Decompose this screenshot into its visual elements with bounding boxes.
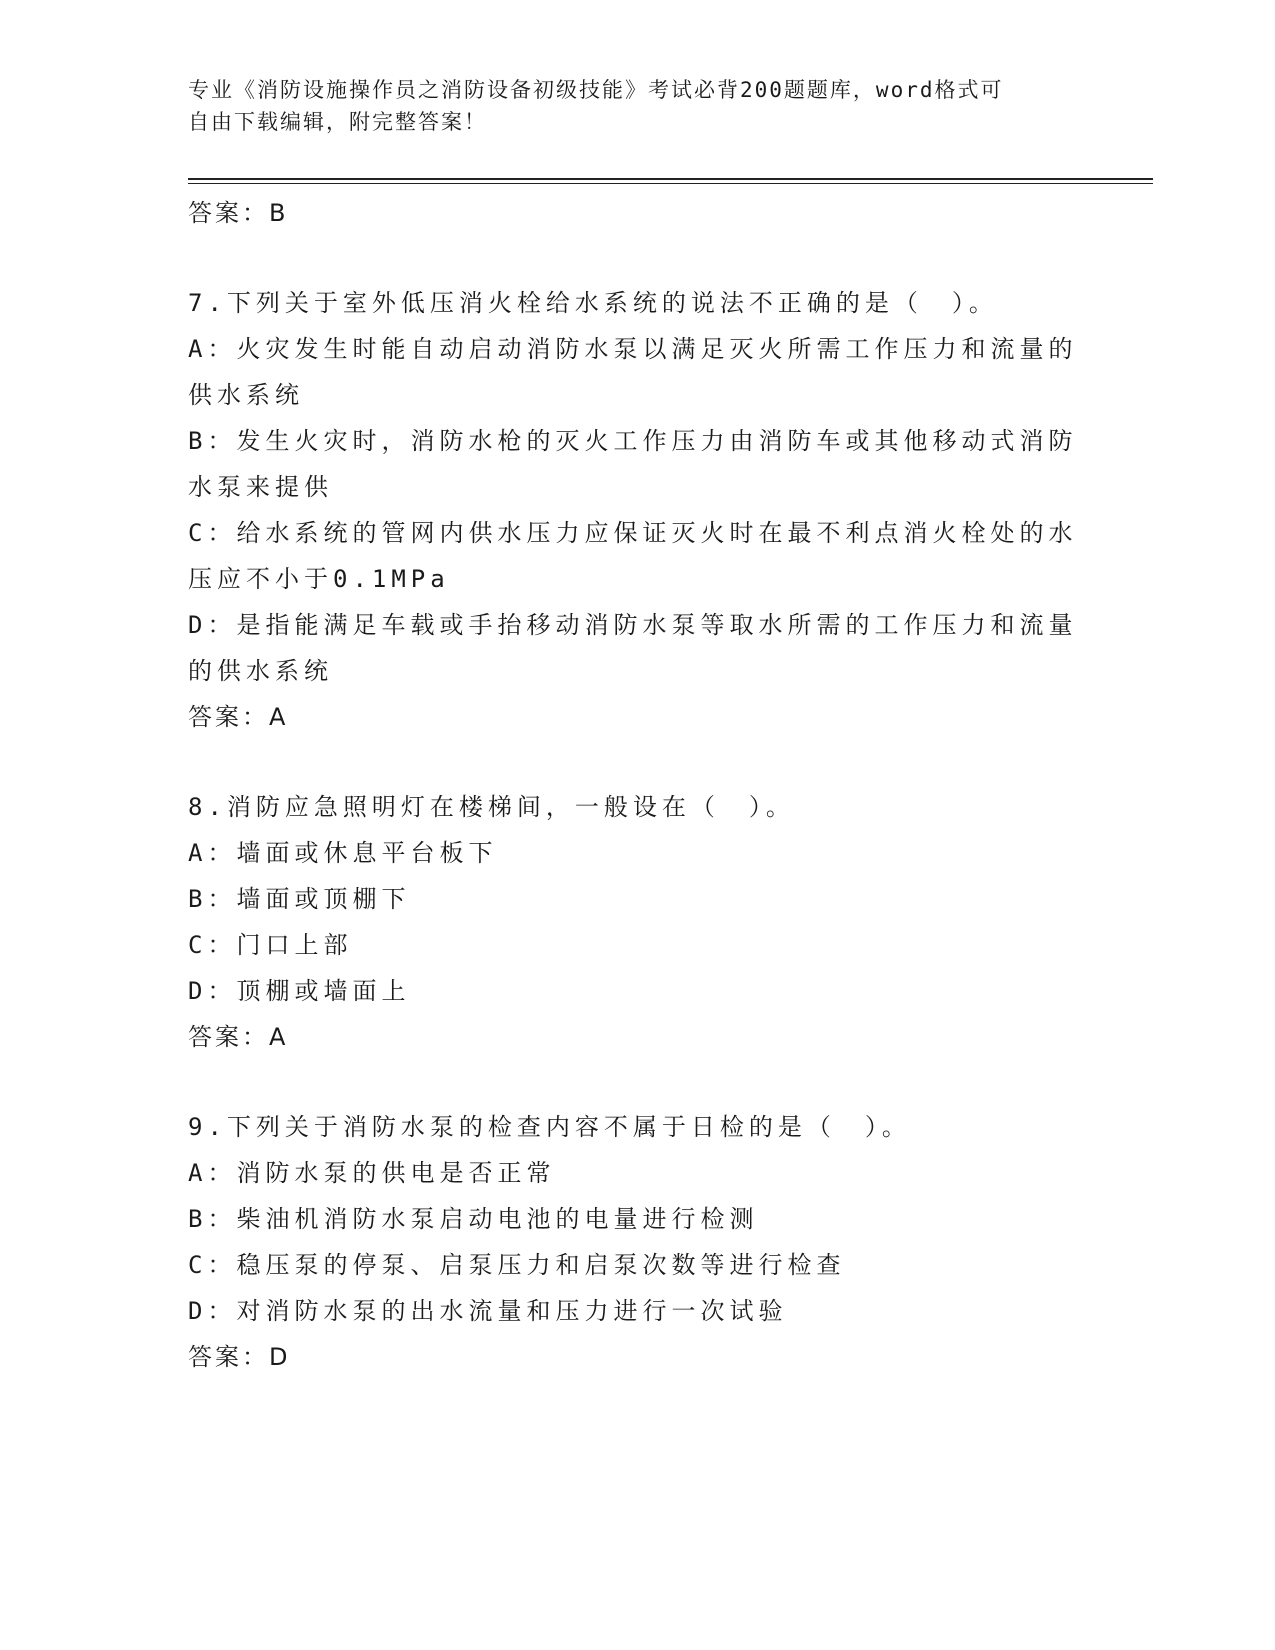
option-c: C：门口上部 (188, 931, 353, 959)
option-b-line-1: B：发生火灾时，消防水枪的灭火工作压力由消防车或其他移动式消防 (188, 427, 1078, 455)
option-d: D：对消防水泵的出水流量和压力进行一次试验 (188, 1297, 788, 1325)
option-a: A：墙面或休息平台板下 (188, 839, 498, 867)
previous-answer: 答案：B (188, 199, 289, 227)
question-9 (188, 1104, 1088, 1380)
option-b-line-2: 水泵来提供 (188, 473, 333, 501)
question-answer: 答案：A (188, 1023, 289, 1051)
header-title-line-1: 专业《消防设施操作员之消防设备初级技能》考试必背200题题库，word格式可 (188, 78, 1004, 102)
option-c-line-1: C：给水系统的管网内供水压力应保证灭火时在最不利点消火栓处的水 (188, 519, 1078, 547)
question-stem: 8.消防应急照明灯在楼梯间，一般设在（ ）。 (188, 793, 795, 821)
option-b: B：柴油机消防水泵启动电池的电量进行检测 (188, 1205, 759, 1233)
spacer (188, 236, 1088, 280)
document-body (188, 190, 1088, 1380)
question-stem: 7.下列关于室外低压消火栓给水系统的说法不正确的是（ ）。 (188, 289, 998, 317)
header-divider-thin (188, 183, 1153, 184)
option-a-line-2: 供水系统 (188, 381, 304, 409)
header-divider-thick (188, 178, 1153, 180)
option-c: C：稳压泵的停泵、启泵压力和启泵次数等进行检查 (188, 1251, 846, 1279)
option-d: D：顶棚或墙面上 (188, 977, 411, 1005)
option-c-line-2: 压应不小于0.1MPa (188, 565, 450, 593)
question-8 (188, 784, 1088, 1060)
page-header (188, 74, 1068, 138)
spacer (188, 740, 1088, 784)
header-title-line-2: 自由下载编辑，附完整答案！ (188, 110, 487, 134)
option-b: B：墙面或顶棚下 (188, 885, 411, 913)
question-stem: 9.下列关于消防水泵的检查内容不属于日检的是（ ）。 (188, 1113, 911, 1141)
option-d-line-2: 的供水系统 (188, 657, 333, 685)
option-a-line-1: A：火灾发生时能自动启动消防水泵以满足灭火所需工作压力和流量的 (188, 335, 1078, 363)
question-7 (188, 280, 1088, 740)
question-answer: 答案：D (188, 1343, 291, 1371)
option-d-line-1: D：是指能满足车载或手抬移动消防水泵等取水所需的工作压力和流量 (188, 611, 1078, 639)
option-a: A：消防水泵的供电是否正常 (188, 1159, 556, 1187)
spacer (188, 1060, 1088, 1104)
question-answer: 答案：A (188, 703, 289, 731)
